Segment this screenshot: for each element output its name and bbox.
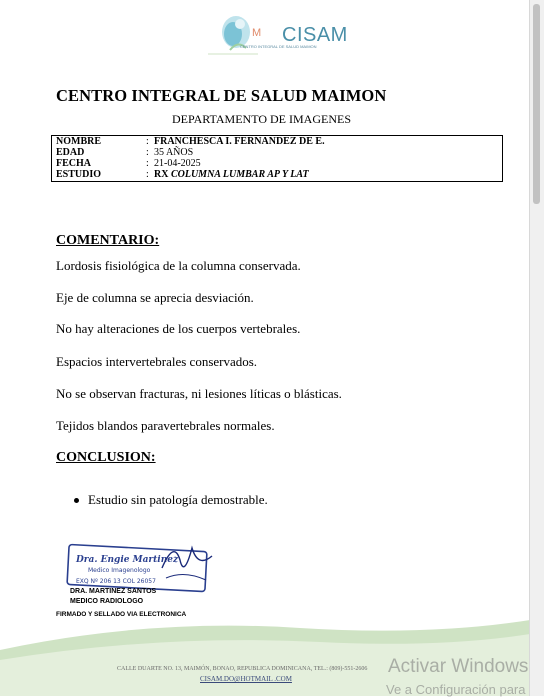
comment-line: Tejidos blandos paravertebrales normales. xyxy=(56,418,275,433)
comment-line: Lordosis fisiológica de la columna conservada. xyxy=(56,258,301,273)
footer-address: CALLE DUARTE NO. 13, MAIMÓN, BONAO, REPUBLICA DOMINICANA, TEL.: (809)-551-2606 xyxy=(117,666,368,672)
bullet-icon xyxy=(74,498,79,503)
info-separator: : xyxy=(146,169,149,180)
logo-name: CISAM xyxy=(282,24,348,46)
info-label: EDAD xyxy=(56,147,85,158)
svg-text:Medico Imagenologo: Medico Imagenologo xyxy=(88,567,151,574)
info-separator: : xyxy=(146,158,149,169)
info-separator: : xyxy=(146,147,149,158)
svg-text:EXQ Nº 206 13 COL 26057: EXQ Nº 206 13 COL 26057 xyxy=(76,578,156,585)
info-separator: : xyxy=(146,136,149,147)
comment-line: No hay alteraciones de los cuerpos vertebrales. xyxy=(56,321,301,336)
info-label: ESTUDIO xyxy=(56,169,102,180)
comment-line: Eje de columna se aprecia desviación. xyxy=(56,290,254,305)
report-title: CENTRO INTEGRAL DE SALUD MAIMON xyxy=(56,86,387,105)
study-name: COLUMNA LUMBAR AP Y LAT xyxy=(170,169,309,180)
patient-age-value: 35 AÑOS xyxy=(154,147,194,158)
comment-line: Espacios intervertebrales conservados. xyxy=(56,354,258,369)
conclusion-item xyxy=(74,492,268,508)
comentario-heading: COMENTARIO: xyxy=(56,233,160,248)
footer-email-link[interactable]: CISAM.DO@HOTMAIL .COM xyxy=(200,675,292,683)
signature-note: FIRMADO Y SELLADO VIA ELECTRONICA xyxy=(56,611,187,618)
doctor-name: DRA. MARTINEZ SANTOS xyxy=(70,588,157,595)
svg-text:Dra. Engie Martinez: Dra. Engie Martinez xyxy=(76,555,179,565)
conclusion-text: Estudio sin patología demostrable. xyxy=(88,492,268,507)
info-label: NOMBRE xyxy=(56,136,101,147)
info-row-estudio xyxy=(56,169,309,181)
study-prefix: RX xyxy=(154,169,169,180)
study-value xyxy=(154,169,309,180)
patient-info-box xyxy=(51,135,503,182)
conclusion-heading: CONCLUSION: xyxy=(56,450,156,465)
study-date-value: 21-04-2025 xyxy=(154,158,201,169)
logo-subtitle: CENTRO INTEGRAL DE SALUD MAIMON xyxy=(240,44,317,49)
scrollbar-thumb[interactable] xyxy=(533,4,540,204)
doctor-title: MEDICO RADIOLOGO xyxy=(70,598,144,605)
info-label: FECHA xyxy=(56,158,91,169)
patient-name-value: FRANCHESCA I. FERNANDEZ DE E. xyxy=(154,136,325,147)
vertical-scrollbar[interactable] xyxy=(529,0,544,696)
windows-activation-subtitle: Ve a Configuración para xyxy=(386,682,526,697)
signature-stamp xyxy=(66,538,216,594)
svg-text:M: M xyxy=(252,27,262,39)
windows-activation-title: Activar Windows xyxy=(388,656,529,677)
comment-line: No se observan fracturas, ni lesiones líticas o blásticas. xyxy=(56,386,342,401)
department-name: DEPARTAMENTO DE IMAGENES xyxy=(172,112,351,126)
